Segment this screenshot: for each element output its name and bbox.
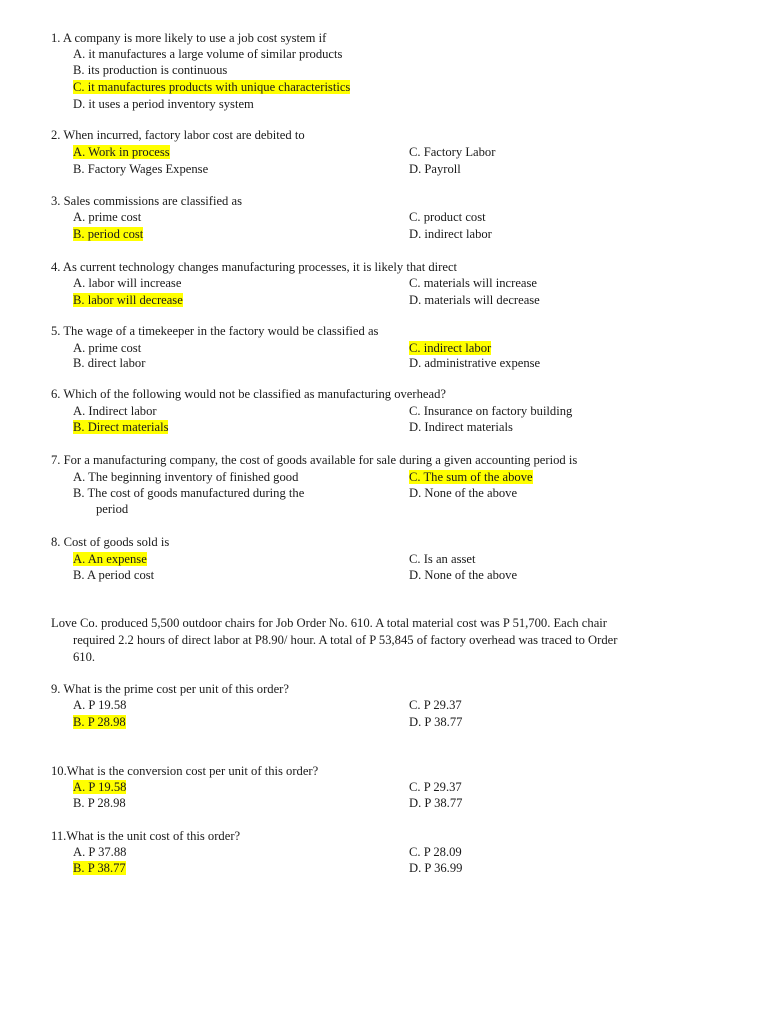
q10-option-a-answer: A. P 19.58 (73, 780, 127, 794)
problem-line-2: required 2.2 hours of direct labor at P8.90/ hour. A total of P 53,845 of factory overhead was traced to Order (73, 633, 618, 647)
q8-option-b: B. A period cost (73, 568, 155, 582)
q6-option-a: A. Indirect labor (73, 404, 157, 418)
q10-option-b: B. P 28.98 (73, 796, 126, 810)
q1-option-c-answer: C. it manufactures products with unique characteristics (73, 80, 351, 94)
q6-stem: 6. Which of the following would not be classified as manufacturing overhead? (51, 387, 446, 401)
q4-option-c: C. materials will increase (409, 276, 537, 290)
problem-line-3: 610. (73, 650, 96, 664)
q6-option-b-answer: B. Direct materials (73, 420, 169, 434)
q11-option-c: C. P 28.09 (409, 845, 462, 859)
q3-option-c: C. product cost (409, 210, 486, 224)
q7-stem: 7. For a manufacturing company, the cost of goods available for sale during a given accounting period is (51, 453, 578, 467)
q1-option-a: A. it manufactures a large volume of similar products (73, 47, 343, 61)
q7-option-d: D. None of the above (409, 486, 518, 500)
q2-option-b: B. Factory Wages Expense (73, 162, 209, 176)
q9-option-c: C. P 29.37 (409, 698, 462, 712)
q1-option-b: B. its production is continuous (73, 63, 228, 77)
q5-option-c-answer: C. indirect labor (409, 341, 492, 355)
q7-option-b: B. The cost of goods manufactured during the (73, 486, 305, 500)
q3-option-d: D. indirect labor (409, 227, 492, 241)
q7-option-a: A. The beginning inventory of finished good (73, 470, 299, 484)
q8-option-d: D. None of the above (409, 568, 518, 582)
q4-option-b-answer: B. labor will decrease (73, 293, 183, 307)
q2-stem: 2. When incurred, factory labor cost are debited to (51, 128, 305, 142)
q2-option-c: C. Factory Labor (409, 145, 496, 159)
q6-option-c: C. Insurance on factory building (409, 404, 573, 418)
q2-option-a-answer: A. Work in process (73, 145, 170, 159)
q3-option-a: A. prime cost (73, 210, 142, 224)
q1-stem: 1. A company is more likely to use a job cost system if (51, 31, 327, 45)
q4-option-a: A. labor will increase (73, 276, 182, 290)
q6-option-d: D. Indirect materials (409, 420, 513, 434)
q8-option-c: C. Is an asset (409, 552, 476, 566)
q5-option-b: B. direct labor (73, 356, 146, 370)
q9-stem: 9. What is the prime cost per unit of this order? (51, 682, 289, 696)
q5-stem: 5. The wage of a timekeeper in the factory would be classified as (51, 324, 379, 338)
q5-option-a: A. prime cost (73, 341, 142, 355)
q3-option-b-answer: B. period cost (73, 227, 144, 241)
q3-stem: 3. Sales commissions are classified as (51, 194, 242, 208)
q8-stem: 8. Cost of goods sold is (51, 535, 170, 549)
q4-stem: 4. As current technology changes manufacturing processes, it is likely that direct (51, 260, 458, 274)
q11-option-b-answer: B. P 38.77 (73, 861, 126, 875)
q8-option-a-answer: A. An expense (73, 552, 147, 566)
q2-option-d: D. Payroll (409, 162, 461, 176)
q9-option-a: A. P 19.58 (73, 698, 127, 712)
q11-option-d: D. P 36.99 (409, 861, 463, 875)
q9-option-d: D. P 38.77 (409, 715, 463, 729)
q4-option-d: D. materials will decrease (409, 293, 540, 307)
q11-option-a: A. P 37.88 (73, 845, 127, 859)
problem-line-1: Love Co. produced 5,500 outdoor chairs for Job Order No. 610. A total material cost was P 51,700. Each chair (51, 616, 607, 630)
q11-stem: 11.What is the unit cost of this order? (51, 829, 241, 843)
q10-stem: 10.What is the conversion cost per unit of this order? (51, 764, 319, 778)
q1-option-d: D. it uses a period inventory system (73, 97, 254, 111)
q7-option-c-answer: C. The sum of the above (409, 470, 533, 484)
q10-option-c: C. P 29.37 (409, 780, 462, 794)
q10-option-d: D. P 38.77 (409, 796, 463, 810)
q7-option-b-continued: period (96, 502, 129, 516)
q9-option-b-answer: B. P 28.98 (73, 715, 126, 729)
q5-option-d: D. administrative expense (409, 356, 541, 370)
